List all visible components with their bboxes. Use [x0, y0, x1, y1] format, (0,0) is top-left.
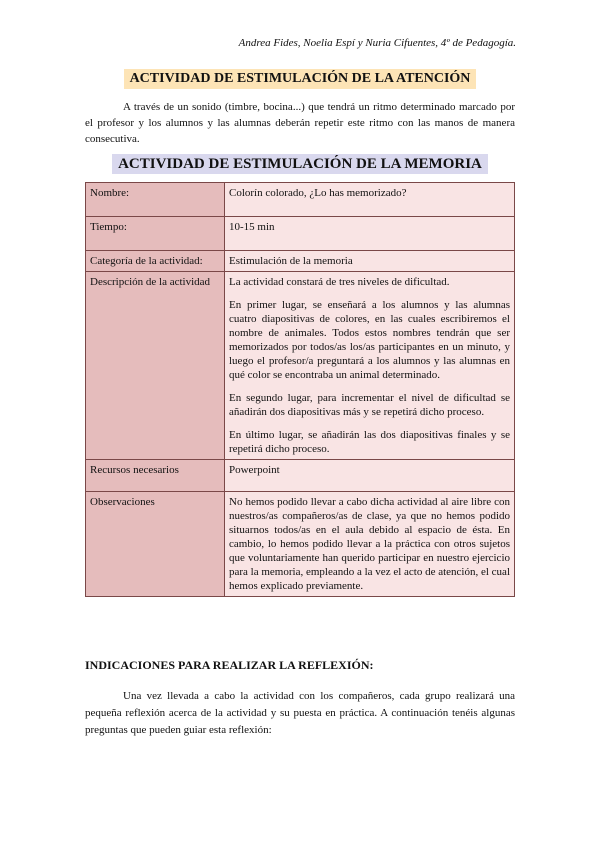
- descripcion-paragraph: La actividad constará de tres niveles de dificultad.: [229, 276, 450, 288]
- categoria-value: Estimulación de la memoria: [225, 251, 515, 272]
- attention-section-title: [0, 69, 600, 89]
- activity-table: [85, 182, 515, 597]
- tiempo-value: 10-15 min: [225, 217, 515, 251]
- observaciones-value: No hemos podido llevar a cabo dicha actividad al aire libre con nuestros/as compañeros/as de clase, ya que no hemos podido situarnos todos/as en el aula debido al espacio de ésta. En cambio, lo hemos podido llevar a la práctica con otros sujetos que voluntariamente han querido participar en nuestro ejercicio para la memoria, empleando a la vez el acto de atención, el cual hemos explicado previamente.: [225, 492, 515, 597]
- descripcion-paragraph: En último lugar, se añadirán las dos diapositivas finales y se repetirá dicho proceso.: [229, 429, 510, 455]
- recursos-label: Recursos necesarios: [86, 460, 225, 492]
- attention-description: A través de un sonido (timbre, bocina...) que tendrá un ritmo determinado marcado por el profesor y los alumnos y las alumnas deberán repetir este ritmo con las manos de manera consecutiva.: [85, 101, 515, 145]
- table-row: [86, 272, 515, 460]
- descripcion-paragraph: En segundo lugar, para incrementar el nivel de dificultad se añadirán dos diapositivas más y se repetirá dicho proceso.: [229, 392, 510, 418]
- descripcion-label: Descripción de la actividad: [86, 272, 225, 460]
- table-row: [86, 460, 515, 492]
- authors-header: Andrea Fides, Noelia Espí y Nuria Cifuentes, 4º de Pedagogía.: [238, 37, 516, 49]
- reflection-heading: INDICACIONES PARA REALIZAR LA REFLEXIÓN:: [85, 658, 374, 672]
- memory-title-text: ACTIVIDAD DE ESTIMULACIÓN DE LA MEMORIA: [112, 154, 488, 174]
- categoria-label: Categoría de la actividad:: [86, 251, 225, 272]
- table-row: [86, 492, 515, 597]
- attention-title-text: ACTIVIDAD DE ESTIMULACIÓN DE LA ATENCIÓN: [124, 69, 477, 89]
- memory-section-title: [0, 154, 600, 174]
- nombre-value: Colorín colorado, ¿Lo has memorizado?: [225, 183, 515, 217]
- table-row: [86, 251, 515, 272]
- table-row: [86, 183, 515, 217]
- descripcion-value: [225, 272, 515, 460]
- recursos-value: Powerpoint: [225, 460, 515, 492]
- table-row: [86, 217, 515, 251]
- descripcion-paragraph: En primer lugar, se enseñará a los alumnos y las alumnas cuatro diapositivas de colores, en las cuales escribiremos el nombre de animales. Todos estos nombres tendrán que ser memorizados por todos/as los/as participantes en un minuto, y luego el profesor/a preguntará a los alumnos y las alumnas en qué color se encontraba un animal determinado.: [229, 299, 510, 381]
- nombre-label: Nombre:: [86, 183, 225, 217]
- observaciones-label: Observaciones: [86, 492, 225, 597]
- reflection-text: Una vez llevada a cabo la actividad con los compañeros, cada grupo realizará una pequeña reflexión acerca de la actividad y su puesta en práctica. A continuación tenéis algunas preguntas que pueden guiar esta reflexión:: [85, 690, 515, 736]
- tiempo-label: Tiempo:: [86, 217, 225, 251]
